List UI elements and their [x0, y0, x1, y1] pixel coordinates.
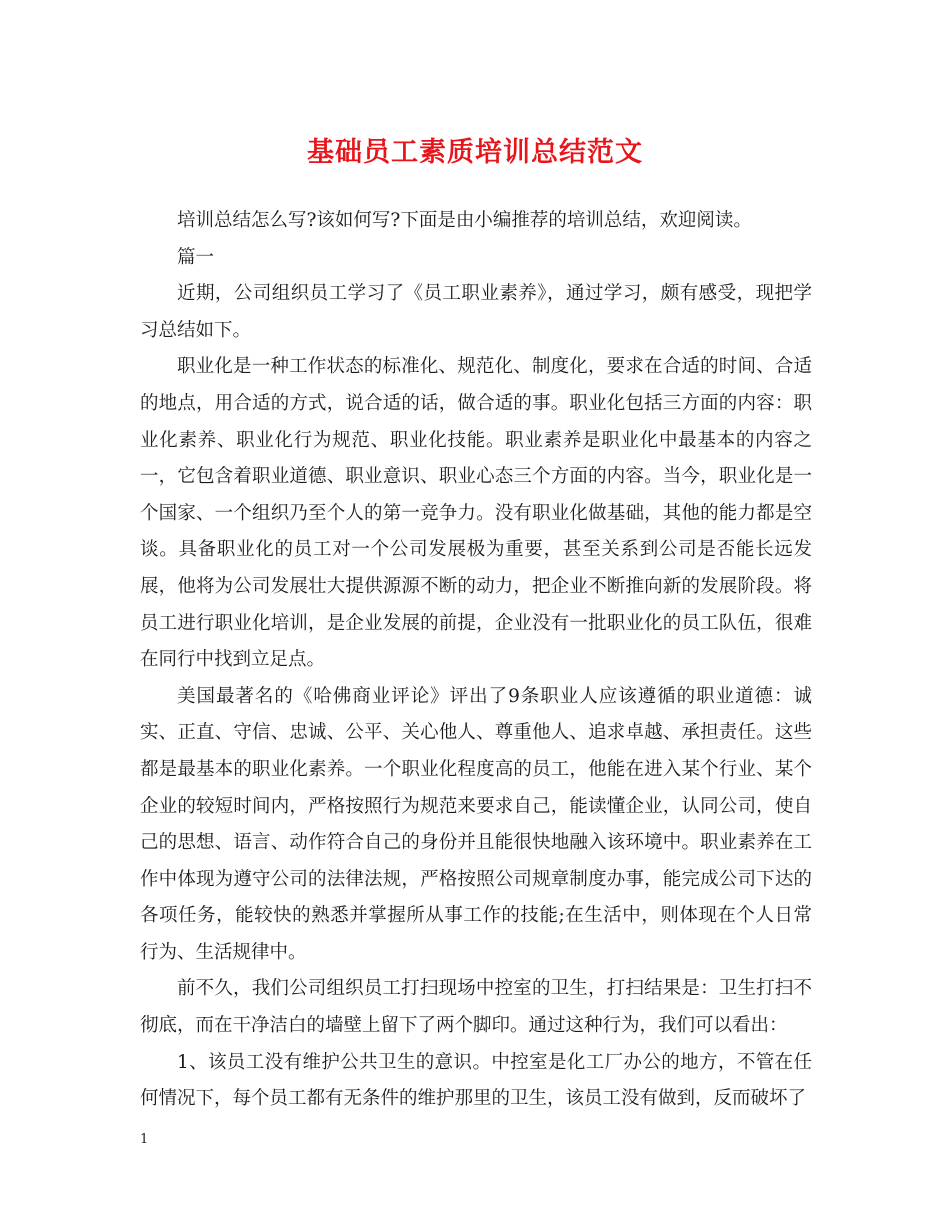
page-number: 1: [140, 1132, 149, 1147]
body-paragraph: 前不久，我们公司组织员工打扫现场中控室的卫生，打扫结果是：卫生打扫不彻底，而在干净洁白的墙壁上留下了两个脚印。通过这种行为，我们可以看出：: [140, 978, 812, 1037]
body-paragraph: 职业化是一种工作状态的标准化、规范化、制度化，要求在合适的时间、合适的地点，用合适的方式，说合适的话，做合适的事。职业化包括三方面的内容：职业化素养、职业化行为规范、职业化技能。职业素养是职业化中最基本的内容之一，它包含着职业道德、职业意识、职业心态三个方面的内容。当今，职业化是一个国家、一个组织乃至个人的第一竞争力。没有职业化做基础，其他的能力都是空谈。具备职业化的员工对一个公司发展极为重要，甚至关系到公司是否能长远发展，他将为公司发展壮大提供源源不断的动力，把企业不断推向新的发展阶段。将员工进行职业化培训，是企业发展的前提，企业没有一批职业化的员工队伍，很难在同行中找到立足点。: [140, 356, 812, 671]
body-paragraph: 1、该员工没有维护公共卫生的意识。中控室是化工厂办公的地方，不管在任何情况下，每个员工都有无条件的维护那里的卫生，该员工没有做到，反而破坏了: [140, 1051, 812, 1110]
body-paragraph: 美国最著名的《哈佛商业评论》评出了9条职业人应该遵循的职业道德：诚实、正直、守信、忠诚、公平、关心他人、尊重他人、追求卓越、承担责任。这些都是最基本的职业化素养。一个职业化程度高的员工，他能在进入某个行业、某个企业的较短时间内，严格按照行为规范来要求自己，能读懂企业，认同公司，使自己的思想、语言、动作符合自己的身份并且能很快地融入该环境中。职业素养在工作中体现为遵守公司的法律法规，严格按照公司规章制度办事，能完成公司下达的各项任务，能较快的熟悉并掌握所从事工作的技能;在生活中，则体现在个人日常行为、生活规律中。: [140, 685, 812, 963]
section-heading: 篇一: [177, 246, 215, 268]
document-body: [140, 203, 812, 1118]
document-title: 基础员工素质培训总结范文: [307, 137, 643, 168]
body-paragraph: 近期，公司组织员工学习了《员工职业素养》，通过学习，颇有感受，现把学习总结如下。: [140, 283, 812, 341]
intro-paragraph: 培训总结怎么写?该如何写?下面是由小编推荐的培训总结，欢迎阅读。: [177, 210, 752, 231]
